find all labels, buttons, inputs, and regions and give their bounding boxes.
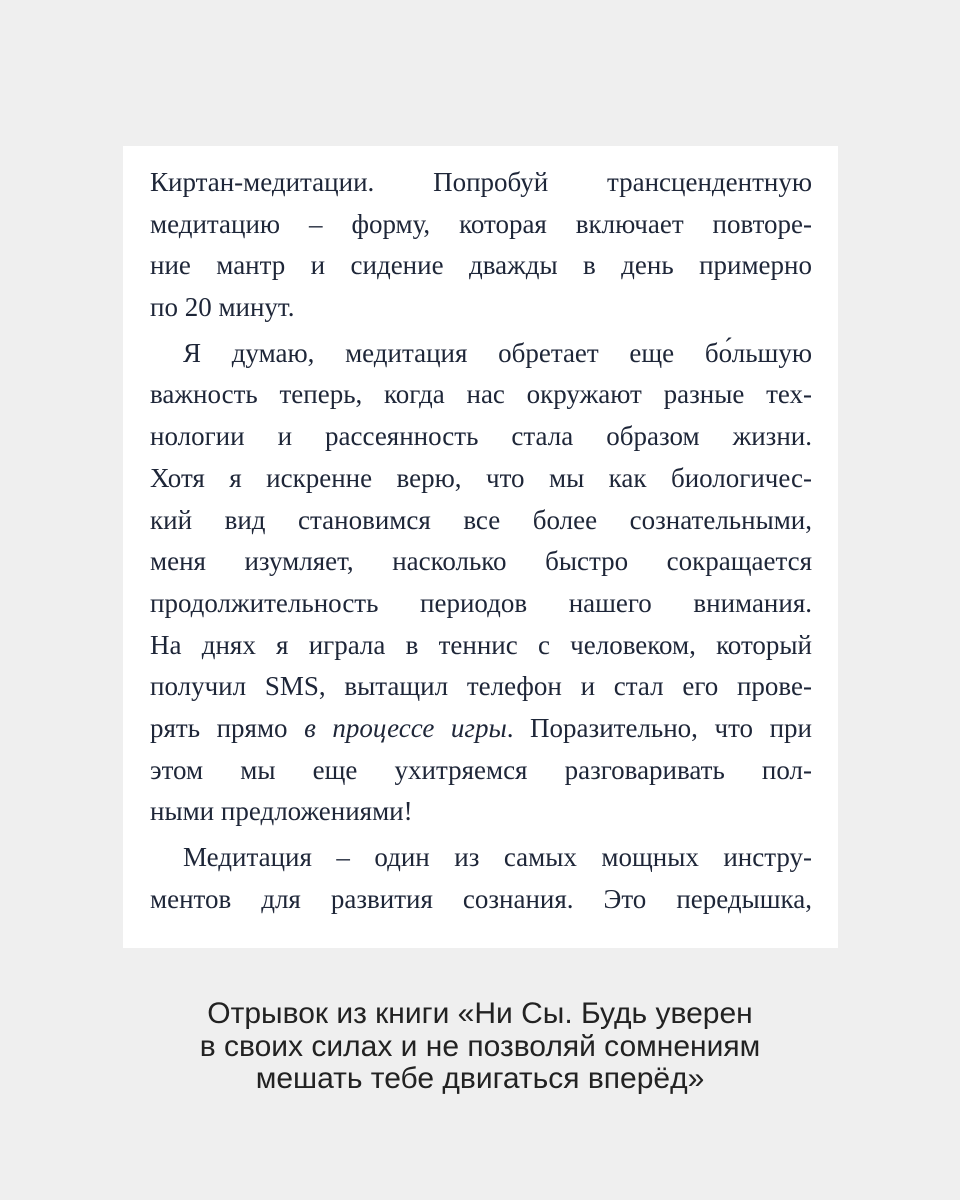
text-line: ментов для развития сознания. Это передышка, xyxy=(150,883,812,914)
book-caption xyxy=(0,998,960,1096)
text-line: этом мы еще ухитряемся разговаривать пол- xyxy=(150,754,812,785)
caption-line: мешать тебе двигаться вперёд» xyxy=(255,1062,705,1095)
text-line: ными предложениями! xyxy=(150,796,413,827)
text-fragment: . Поразительно, что при xyxy=(506,712,812,743)
text-line: кий вид становимся все более сознательными, xyxy=(150,504,812,535)
caption-line: в своих силах и не позволяй сомнениям xyxy=(199,1029,761,1063)
paragraph-3 xyxy=(150,837,812,920)
text-line: получил SMS, вытащил телефон и стал его прове- xyxy=(150,671,812,702)
text-line: продолжительность периодов нашего внимания. xyxy=(150,587,812,618)
text-line: Киртан-медитации. Попробуй трансцендентную xyxy=(150,167,812,197)
text-fragment: рять прямо xyxy=(150,712,305,743)
book-excerpt xyxy=(150,162,812,920)
italic-emphasis: в процессе игры xyxy=(304,712,507,743)
paragraph-2 xyxy=(150,333,812,833)
text-line: Я думаю, медитация обретает еще бо́льшую xyxy=(183,337,812,368)
text-line: На днях я играла в теннис с человеком, который xyxy=(150,629,812,660)
text-line: Хотя я искренне верю, что мы как биологичес- xyxy=(150,462,812,493)
text-line: важность теперь, когда нас окружают разные тех- xyxy=(150,379,812,410)
text-line: нологии и рассеянность стала образом жизни. xyxy=(150,421,812,452)
text-line: меня изумляет, насколько быстро сокращается xyxy=(150,546,812,577)
text-line: Медитация – один из самых мощных инстру- xyxy=(183,842,812,872)
text-line: медитацию – форму, которая включает повторе- xyxy=(150,208,812,239)
text-line: ние мантр и сидение дважды в день примерно xyxy=(150,250,812,281)
paragraph-1 xyxy=(150,162,812,329)
text-line: по 20 минут. xyxy=(150,292,295,323)
caption-line: Отрывок из книги «Ни Сы. Будь уверен xyxy=(207,997,753,1030)
text-line-with-italic xyxy=(150,708,812,750)
